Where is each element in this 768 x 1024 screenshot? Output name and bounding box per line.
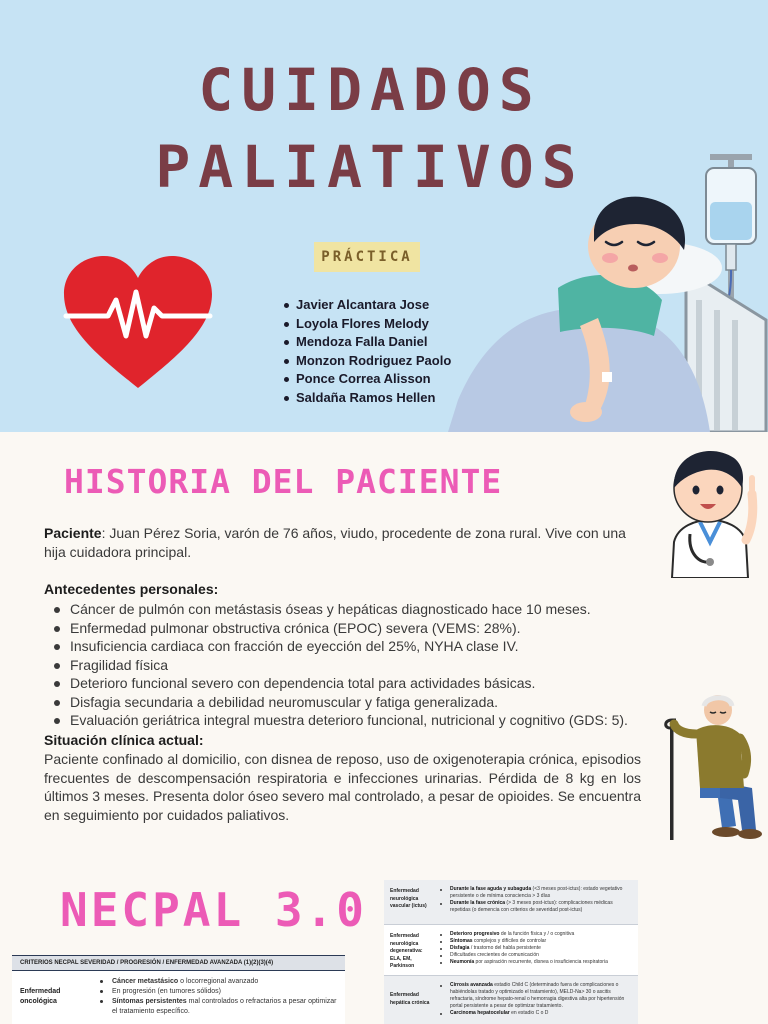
table-row [12,971,345,1024]
antecedentes-heading: Antecedentes personales: [44,581,219,597]
situacion-heading: Situación clínica actual: [44,732,204,748]
member-item: Mendoza Falla Daniel [282,333,451,352]
list-item: Disfagia / trastorno del habla persistente [438,945,634,952]
necpal-criteria-table-left [12,955,345,1024]
list-item: Cáncer metastásico o locorregional avanzado [98,977,338,987]
situacion-paragraph: Paciente confinado al domicilio, con disnea de reposo, uso de oxigenoterapia crónica, episodios frecuentes de descompensación respiratoria e infecciones urinarias. Pérdida de 8 kg en los últimos 3 meses. Presenta dolor óseo severo mal controlado, a pesar de opioides. Se encuentra en seguimiento por cuidados paliativos. [44,751,641,823]
table-criteria-list [98,977,338,1017]
list-item: Síntomas complejos y difíciles de controlar [438,938,634,945]
historia-title: HISTORIA DEL PACIENTE [64,462,503,501]
cover-title-line1: CUIDADOS [198,56,542,124]
doctor-illustration [660,442,764,578]
table-category: Enfermedad hepática crónica [390,992,430,1006]
practica-badge: PRÁCTICA [314,242,420,272]
table-row [384,976,638,1024]
table-category: Enfermedad neurológica vascular (ictus) [390,888,427,909]
list-item: Durante la fase crónica (> 3 meses post-ictus): complicaciones médicas repetidas (o demencia con criterios de severidad post-ictus) [438,900,634,914]
list-item: Insuficiencia cardiaca con fracción de eyección del 25%, NYHA clase IV. [52,637,652,656]
list-item: Neumonía por aspiración recurrente, disnea o insuficiencia respiratoria [438,959,634,966]
table-category: Enfermedad oncológica [20,988,61,1005]
member-item: Ponce Correa Alisson [282,370,451,389]
list-item: Enfermedad pulmonar obstructiva crónica (EPOC) severa (VEMS: 28%). [52,619,652,638]
list-item: Disfagia secundaria a debilidad neuromuscular y fatiga generalizada. [52,693,652,712]
list-item: Dificultades crecientes de comunicación [438,952,634,959]
member-item: Monzon Rodriguez Paolo [282,352,451,371]
table-row [384,880,638,925]
list-item: Durante la fase aguda y subaguda (<3 meses post-ictus): estado vegetativo persistente o de mínima consciencia > 3 días [438,886,634,900]
table-header: CRITERIOS NECPAL SEVERIDAD / PROGRESIÓN / ENFERMEDAD AVANZADA (1)(2)(3)(4) [12,955,345,971]
list-item: Cáncer de pulmón con metástasis óseas y hepáticas diagnosticado hace 10 meses. [52,600,652,619]
list-item: Evaluación geriátrica integral muestra deterioro funcional, nutricional y cognitivo (GDS: 5). [52,711,652,730]
antecedentes-list [52,600,652,730]
list-item: Cirrosis avanzada estadio Child C (determinado fuera de complicaciones o habiéndolas tratado y optimizado el tratamiento), MELD-Na> 30 o ascitis refractaria, síndrome hepato-renal o hemorragia digestiva alta por hipertensión portal persistente a pesar de optimizar tratamiento. [438,982,634,1010]
list-item: Síntomas persistentes mal controlados o refractarios a pesar optimizar el tratamiento específico. [98,997,338,1017]
members-list [282,296,451,407]
necpal-title: NECPAL 3.0 [60,883,367,937]
list-item: Fragilidad física [52,656,652,675]
elderly-man-illustration [660,690,764,842]
paciente-label: Paciente [44,525,102,541]
table-row [384,925,638,976]
member-item: Saldaña Ramos Hellen [282,389,451,408]
cover-title-line2: PALIATIVOS [155,133,585,201]
list-item: Deterioro funcional severo con dependencia total para actividades básicas. [52,674,652,693]
table-category: Enfermedad neurológica degenerativa: ELA, EM, Parkinson [390,933,423,969]
heart-icon [58,252,218,392]
member-item: Javier Alcantara Jose [282,296,451,315]
list-item: En progresión (en tumores sólidos) [98,987,338,997]
paciente-text: : Juan Pérez Soria, varón de 76 años, viudo, procedente de zona rural. Vive con una hija cuidadora principal. [44,525,626,560]
list-item: Carcinoma hepatocelular en estadio C o D [438,1010,634,1017]
patient-in-bed-illustration [448,150,768,432]
necpal-criteria-table-right [384,880,638,1024]
paciente-paragraph [44,524,641,561]
list-item: Deterioro progresivo de la función física y / o cognitiva [438,931,634,938]
cover-section [0,0,768,432]
member-item: Loyola Flores Melody [282,315,451,334]
